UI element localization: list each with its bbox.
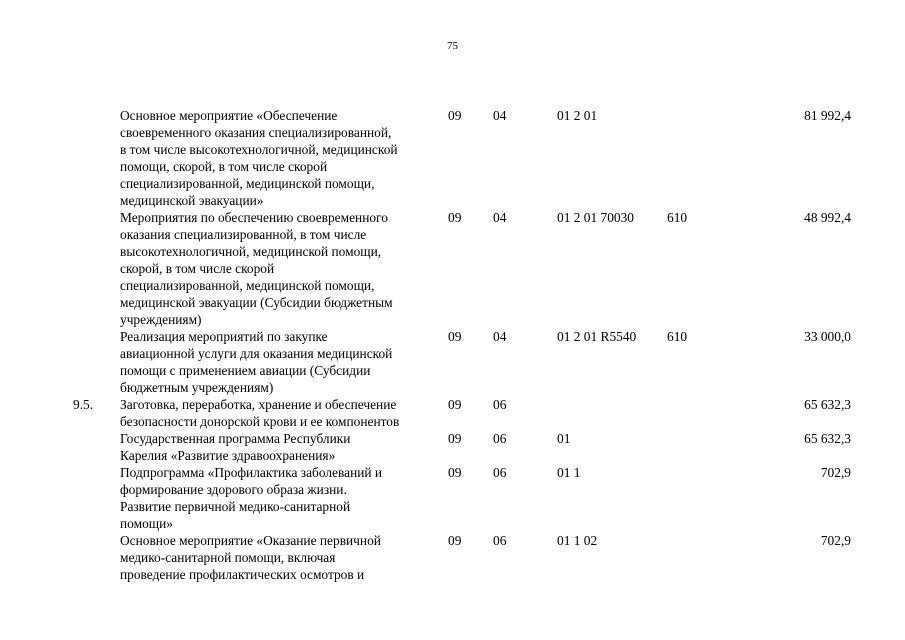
row-name [120,107,450,209]
name-line: формирование здорового образа жизни. [120,482,347,497]
section-code: 09 [448,108,462,123]
name-line: медико-санитарной помощи, включая [120,550,336,565]
name-line: медицинской эвакуации (Субсидии бюджетным [120,295,393,310]
name-line: помощи» [120,516,173,531]
name-line: проведение профилактических осмотров и [120,567,365,582]
target-article-code: 01 1 [557,465,581,480]
amount: 702,9 [820,533,851,548]
name-line: авиационной услуги для оказания медицинской [120,346,393,361]
table-row [0,209,905,328]
name-line: учреждениям) [120,312,202,327]
name-line: специализированной, медицинской помощи, [120,278,375,293]
name-line: Заготовка, переработка, хранение и обеспечение [120,397,397,412]
target-article-code: 01 2 01 70030 [557,210,634,225]
subsection-code: 04 [493,329,507,344]
name-line: своевременного оказания специализированной, [120,125,392,140]
table-row [0,107,905,209]
name-line: помощи с применением авиации (Субсидии [120,363,371,378]
expense-type-code: 610 [667,210,688,225]
name-line: Основное мероприятие «Обеспечение [120,108,338,123]
section-code: 09 [448,210,462,225]
name-line: Развитие первичной медико-санитарной [120,499,351,514]
target-article-code: 01 2 01 R5540 [557,329,637,344]
name-line: Государственная программа Республики [120,431,351,446]
subsection-code: 06 [493,431,507,446]
name-line: Карелия «Развитие здравоохранения» [120,448,336,463]
target-article-code: 01 1 02 [557,533,598,548]
name-line: специализированной, медицинской помощи, [120,176,375,191]
name-line: Подпрограмма «Профилактика заболеваний и [120,465,383,480]
amount: 33 000,0 [804,329,851,344]
row-name [120,328,450,396]
table-row [0,328,905,396]
subsection-code: 04 [493,108,507,123]
name-line: скорой, в том числе скорой [120,261,275,276]
subsection-code: 06 [493,533,507,548]
name-line: Основное мероприятие «Оказание первичной [120,533,381,548]
table-row [0,396,905,430]
amount: 65 632,3 [804,431,851,446]
row-name [120,532,450,583]
name-line: оказания специализированной, в том числе [120,227,367,242]
section-code: 09 [448,397,462,412]
amount: 48 992,4 [804,210,851,225]
target-article-code: 01 2 01 [557,108,598,123]
subsection-code: 06 [493,397,507,412]
table-row [0,464,905,532]
row-name [120,464,450,532]
name-line: помощи, скорой, в том числе скорой [120,159,328,174]
subsection-code: 06 [493,465,507,480]
page-number: 75 [447,40,458,52]
amount: 65 632,3 [804,397,851,412]
section-code: 09 [448,431,462,446]
row-name [120,209,450,328]
name-line: высокотехнологичной, медицинской помощи, [120,244,382,259]
amount: 702,9 [820,465,851,480]
section-code: 09 [448,465,462,480]
name-line: в том числе высокотехнологичной, медицинской [120,142,398,157]
name-line: безопасности донорской крови и ее компонентов [120,414,400,429]
table-row [0,430,905,464]
name-line: бюджетным учреждениям) [120,380,274,395]
name-line: Мероприятия по обеспечению своевременного [120,210,388,225]
table-row [0,532,905,583]
row-number: 9.5. [73,397,94,412]
section-code: 09 [448,533,462,548]
row-name [120,430,450,464]
row-name [120,396,450,430]
subsection-code: 04 [493,210,507,225]
name-line: Реализация мероприятий по закупке [120,329,328,344]
section-code: 09 [448,329,462,344]
budget-table [0,107,905,583]
expense-type-code: 610 [667,329,688,344]
name-line: медицинской эвакуации» [120,193,264,208]
target-article-code: 01 [557,431,571,446]
amount: 81 992,4 [804,108,851,123]
